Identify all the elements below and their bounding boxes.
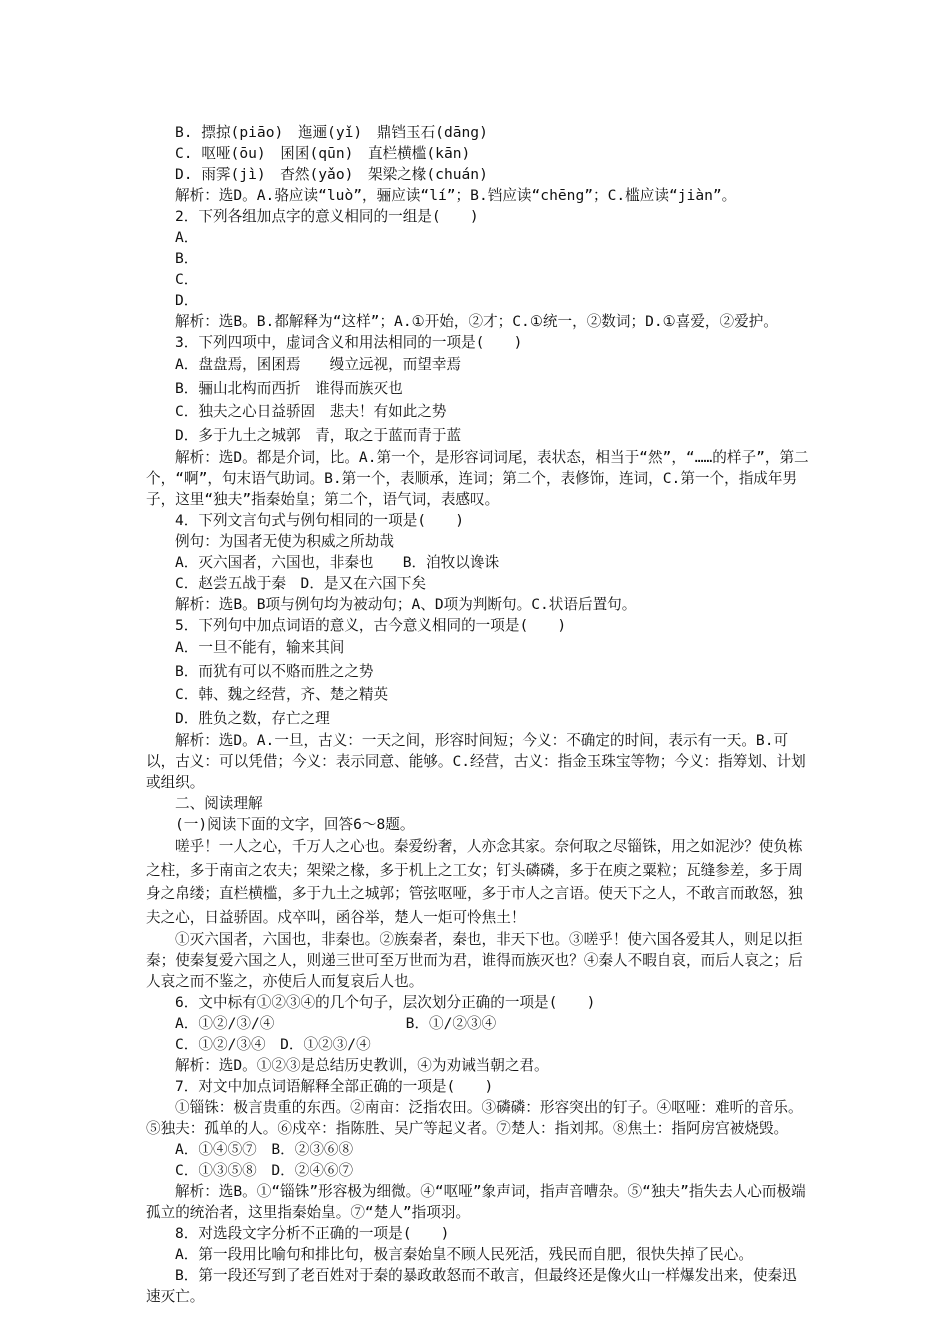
- text-line: 解析：选B。B.都解释为“这样”；A.①开始，②才；C.①统一，②数词；D.①喜爱，②爱护。: [175, 313, 778, 330]
- text-line: C．①③⑤⑧ D．②④⑥⑦: [175, 1162, 354, 1179]
- text-line: A．一旦不能有，输来其间: [175, 639, 345, 656]
- text-line: B．第一段还写到了老百姓对于秦的暴政敢怒而不敢言，但最终还是像火山一样爆发出来，使秦迅速灭亡。: [146, 1267, 797, 1305]
- text-line: 例句：为国者无使为积威之所劫哉: [175, 533, 394, 550]
- text-line: ①锱铢：极言贵重的东西。②南亩：泛指农田。③磷磷：形容突出的钉子。④呕哑：难听的音乐。⑤独夫：孤单的人。⑥戍卒：指陈胜、吴广等起义者。⑦楚人：指刘邦。⑧焦土：指阿房宫被烧毁。: [146, 1099, 803, 1137]
- text-line: C．独夫之心日益骄固 悲夫！有如此之势: [175, 403, 447, 420]
- text-line: A．盘盘焉，囷囷焉 缦立远视，而望幸焉: [175, 356, 462, 373]
- text-line: 3．下列四项中，虚词含义和用法相同的一项是( ): [175, 334, 523, 351]
- text-line: C．赵尝五战于秦 D．是又在六国下矣: [175, 575, 427, 592]
- text-line: C．①②/③④ D．①②③/④: [175, 1036, 371, 1053]
- text-line: 解析：选D。A.骆应读“luò”，骊应读“lí”；B.铛应读“chēng”；C.槛应读“jiàn”。: [175, 187, 737, 204]
- text-line: C．韩、魏之经营，齐、楚之精英: [175, 686, 389, 703]
- text-line: 二、阅读理解: [175, 795, 263, 812]
- text-line: B. 摽掠(piāo) 迤逦(yǐ) 鼎铛玉石(dāng): [175, 124, 488, 141]
- text-line: 2．下列各组加点字的意义相同的一组是( ): [175, 208, 479, 225]
- text-line: A．①④⑤⑦ B．②③⑥⑧: [175, 1141, 354, 1158]
- text-line: B．: [175, 250, 199, 267]
- text-line: B．骊山北构而西折 谁得而族灭也: [175, 379, 403, 397]
- text-line: 6．文中标有①②③④的几个句子，层次划分正确的一项是( ): [175, 994, 596, 1011]
- text-line: 解析：选D。都是介词，比。A.第一个，是形容词词尾，表状态，相当于“然”，“……的样子”，第二个，“啊”，句末语气助词。B.第一个，表顺承，连词；第二个，表修饰，连词，C.第一个，指成年男子，这里“独夫”指秦始皇；第二个，语气词，表感叹。: [146, 449, 809, 508]
- text-line: D．胜负之数，存亡之理: [175, 709, 330, 727]
- text-line: 解析：选B。B项与例句均为被动句；A、D项为判断句。C.状语后置句。: [175, 596, 637, 613]
- text-line: A．第一段用比喻句和排比句，极言秦始皇不顾人民死活，残民而自肥，很快失掉了民心。: [175, 1246, 753, 1263]
- text-line: 嗟乎！一人之心，千万人之心也。秦爱纷奢，人亦念其家。奈何取之尽锱铢，用之如泥沙？使负栋之柱，多于南亩之农夫；架梁之椽，多于机上之工女；钉头磷磷，多于在庾之粟粒；瓦缝参差，多于周身之帛缕；直栏横槛，多于九土之城郭；管弦呕哑，多于市人之言语。使天下之人，不敢言而敢怒，独夫之心，日益骄固。戍卒叫，函谷举，楚人一炬可怜焦土！: [146, 838, 803, 926]
- text-line: C．: [175, 271, 199, 288]
- text-line: 解析：选D。①②③是总结历史教训，④为劝诫当朝之君。: [175, 1057, 549, 1074]
- text-line: ①灭六国者，六国也，非秦也。②族秦者，秦也，非天下也。③嗟乎！使六国各爱其人，则足以拒秦；使秦复爱六国之人，则递三世可至万世而为君，谁得而族灭也？④秦人不暇自哀，而后人哀之；后人哀之而不鉴之，亦使后人而复哀后人也。: [146, 931, 803, 990]
- text-line: 解析：选B。①“锱铢”形容极为细微。④“呕哑”象声词，指声音嘈杂。⑤“独夫”指失去人心而极端孤立的统治者，这里指秦始皇。⑦“楚人”指项羽。: [146, 1183, 806, 1221]
- text-line: 7．对文中加点词语解释全部正确的一项是( ): [175, 1078, 494, 1095]
- document-page: [146, 122, 810, 1307]
- text-line: A．①②/③/④ B．①/②③④: [175, 1015, 497, 1032]
- text-line: (一)阅读下面的文字，回答6～8题。: [175, 816, 415, 833]
- text-line: B．而犹有可以不赂而胜之之势: [175, 662, 374, 680]
- text-line: D. 雨霁(jì) 杳然(yǎo) 架梁之椽(chuán): [175, 166, 488, 183]
- text-line: A．: [175, 229, 199, 246]
- text-line: 8．对选段文字分析不正确的一项是( ): [175, 1225, 450, 1242]
- text-line: D．: [175, 292, 199, 309]
- text-line: C. 呕哑(ōu) 囷囷(qūn) 直栏横槛(kān): [175, 145, 471, 162]
- text-line: 4．下列文言句式与例句相同的一项是( ): [175, 512, 465, 529]
- text-line: 5．下列句中加点词语的意义，古今意义相同的一项是( ): [175, 617, 567, 634]
- text-line: D．多于九土之城郭 青，取之于蓝而青于蓝: [175, 426, 462, 444]
- text-line: 解析：选D。A.一旦，古义：一天之间，形容时间短；今义：不确定的时间，表示有一天。B.可以，古义：可以凭借；今义：表示同意、能够。C.经营，古义：指金玉珠宝等物；今义：指筹划、计划或组织。: [146, 732, 806, 791]
- text-line: A．灭六国者，六国也，非秦也 B．洎牧以谗诛: [175, 554, 500, 571]
